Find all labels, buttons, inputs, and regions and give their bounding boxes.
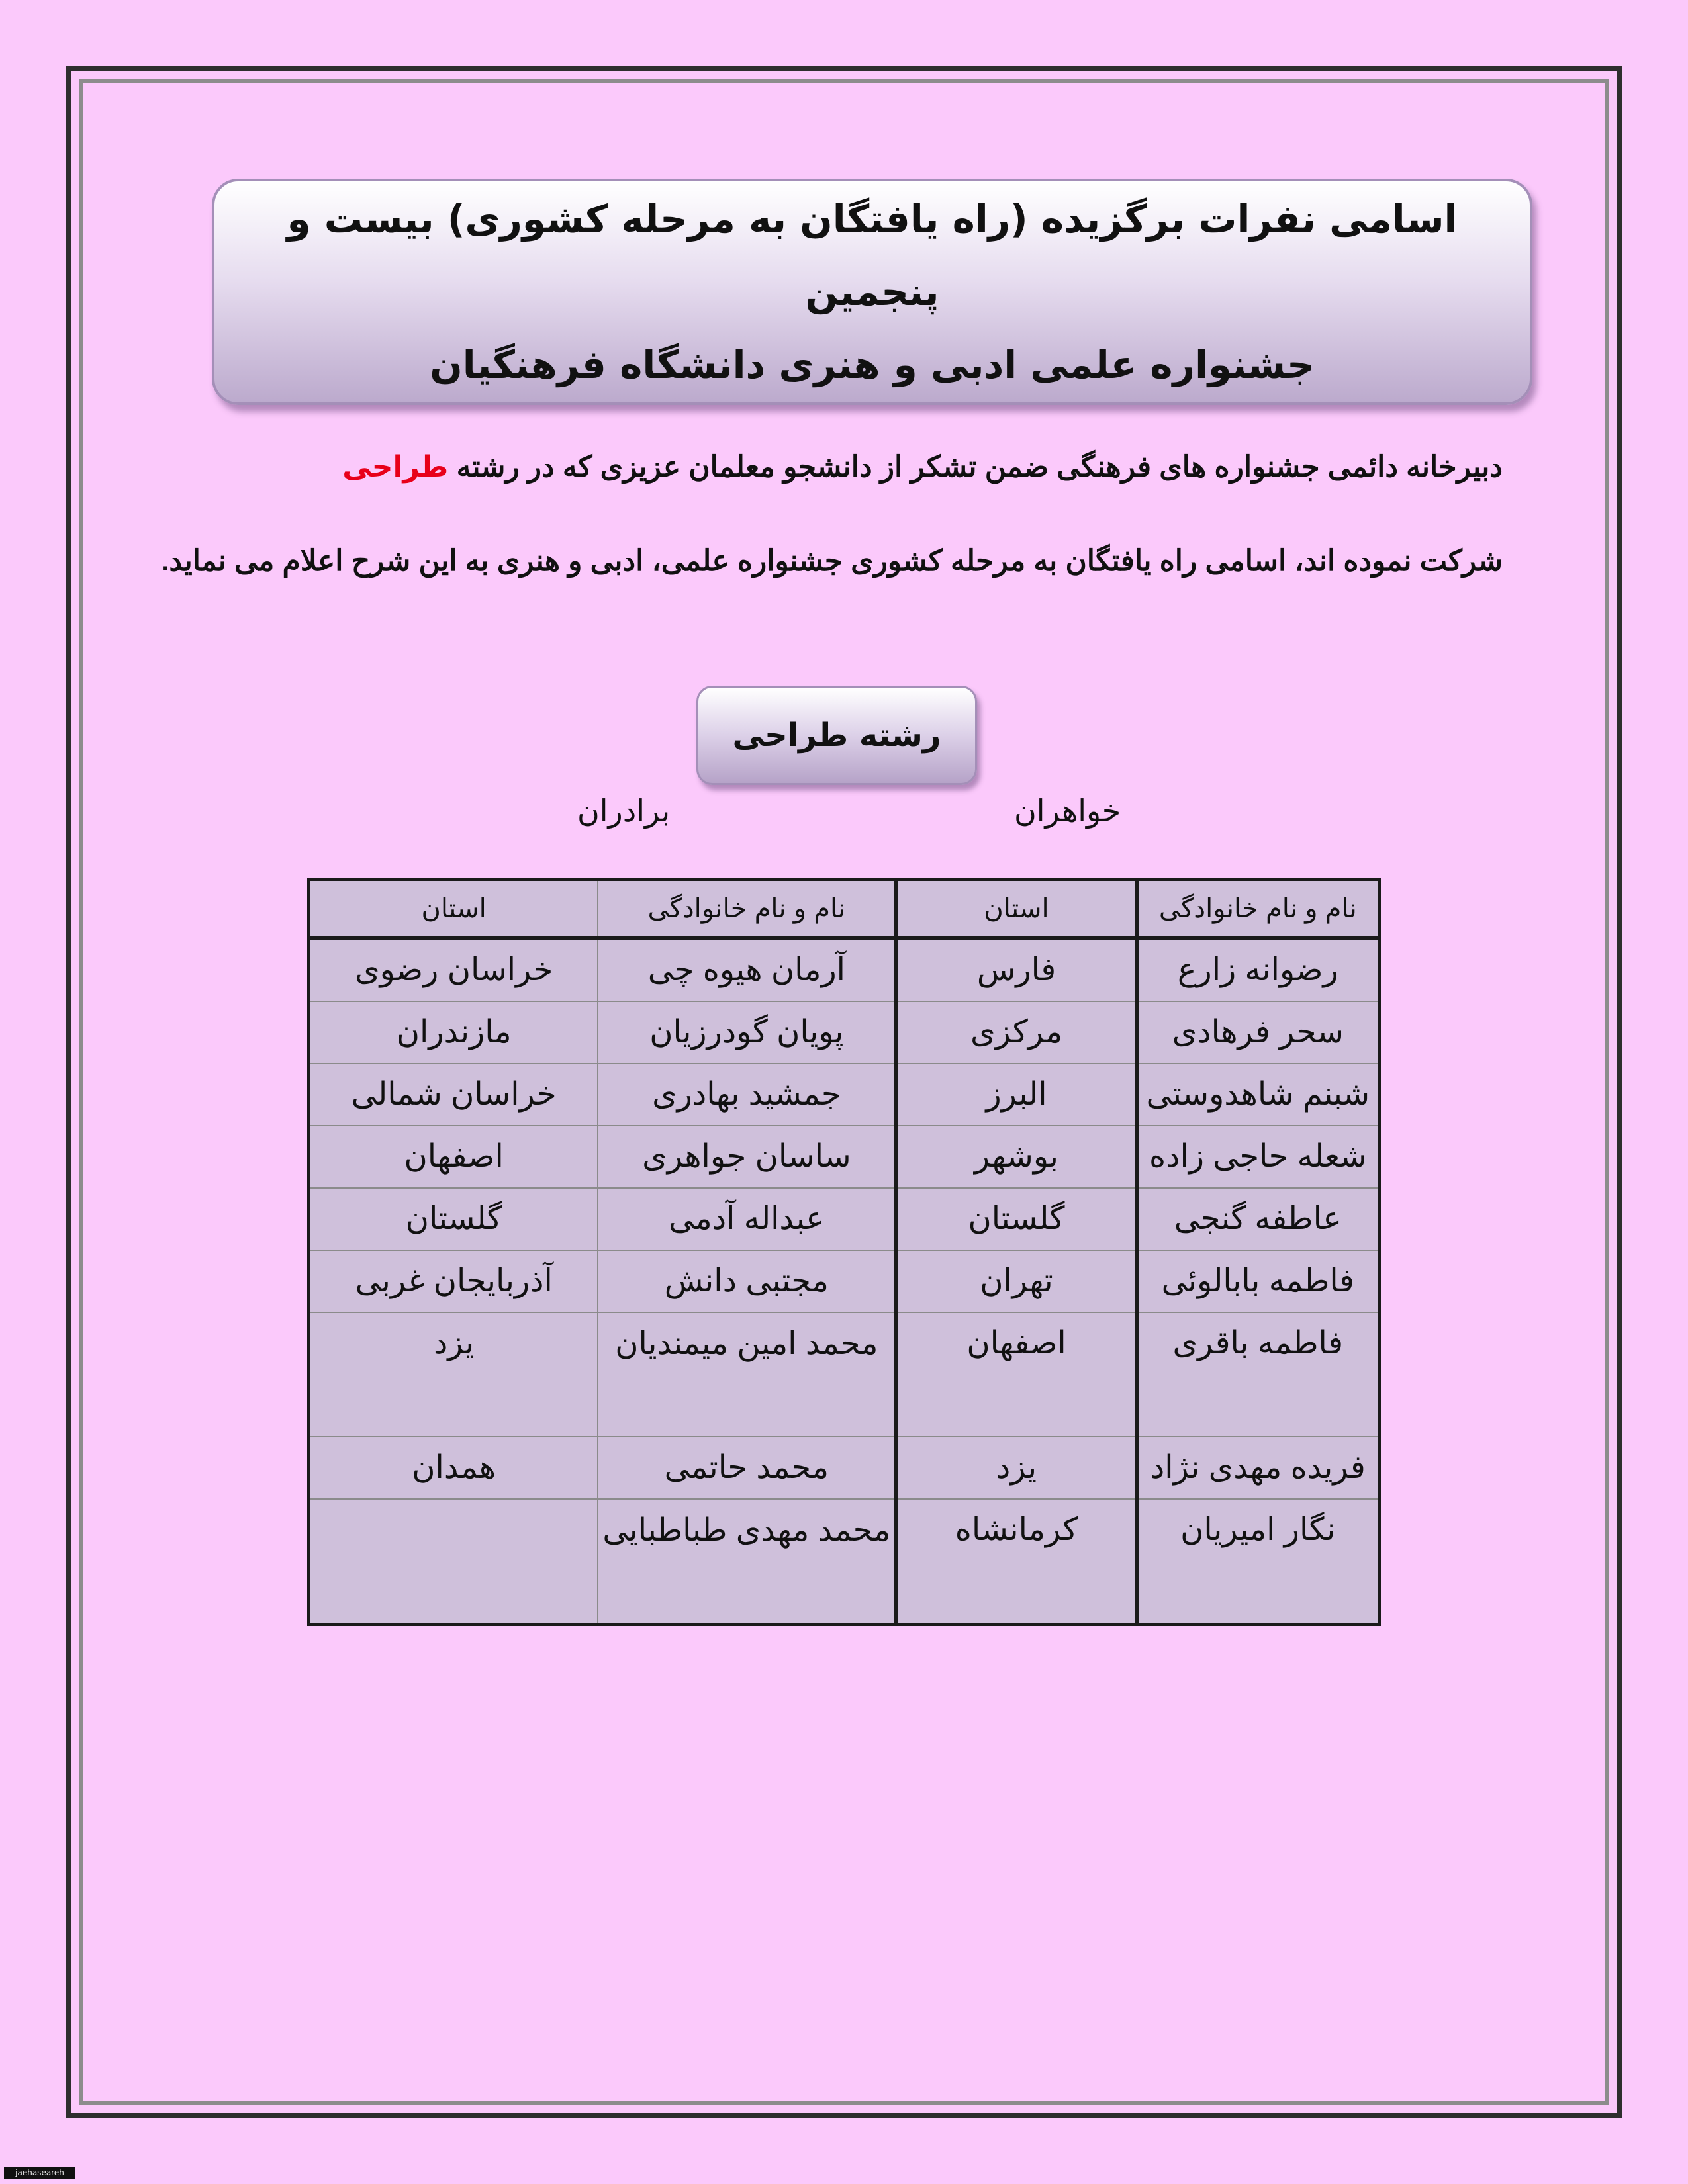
- cell-sister-name: عاطفه گنجی: [1137, 1188, 1379, 1250]
- cell-sister-name: شعله حاجی زاده: [1137, 1126, 1379, 1188]
- cell-brother-name: ساسان جواهری: [598, 1126, 896, 1188]
- intro-line-2: شرکت نموده اند، اسامی راه یافتگان به مرحله کشوری جشنواره علمی، ادبی و هنری به این شرح اعلام می نماید.: [161, 545, 1503, 577]
- cell-brother-name: پویان گودرزیان: [598, 1001, 896, 1064]
- intro-line-1-text: دبیرخانه دائمی جشنواره های فرهنگی ضمن تشکر از دانشجو معلمان عزیزی که در رشته: [448, 451, 1503, 483]
- cell-brother-province: اصفهان: [309, 1126, 598, 1188]
- cell-sister-province: البرز: [896, 1064, 1137, 1126]
- cell-brother-name: آرمان هیوه چی: [598, 938, 896, 1002]
- cell-sister-province: کرمانشاه: [896, 1499, 1137, 1625]
- cell-sister-province: تهران: [896, 1250, 1137, 1312]
- table-row: [309, 1126, 1380, 1188]
- cell-brother-province: گلستان: [309, 1188, 598, 1250]
- cell-brother-province: آذربایجان غربی: [309, 1250, 598, 1312]
- cell-brother-province: خراسان شمالی: [309, 1064, 598, 1126]
- header-province-sisters: استان: [896, 880, 1137, 938]
- table-header-row: [309, 880, 1380, 938]
- table-row: [309, 1064, 1380, 1126]
- cell-sister-province: بوشهر: [896, 1126, 1137, 1188]
- cell-sister-name: رضوانه زارع: [1137, 938, 1379, 1002]
- cell-sister-name: سحر فرهادی: [1137, 1001, 1379, 1064]
- cell-sister-name: فاطمه بابالوئی: [1137, 1250, 1379, 1312]
- cell-brother-name: عبداله آدمی: [598, 1188, 896, 1250]
- header-name-brothers: نام و نام خانوادگی: [598, 880, 896, 938]
- cell-sister-province: گلستان: [896, 1188, 1137, 1250]
- table-row: [309, 1188, 1380, 1250]
- table-row: [309, 938, 1380, 1002]
- cell-sister-name: نگار امیریان: [1137, 1499, 1379, 1625]
- cell-brother-name: جمشید بهادری: [598, 1064, 896, 1126]
- site-watermark-logo: jaehaseareh: [4, 2167, 75, 2179]
- cell-sister-name: شبنم شاهدوستی: [1137, 1064, 1379, 1126]
- cell-sister-name: فاطمه باقری: [1137, 1312, 1379, 1437]
- cell-brother-province: [309, 1499, 598, 1625]
- intro-highlight-field: طراحی: [342, 450, 449, 484]
- title-line-1: اسامی نفرات برگزیده (راه یافتگان به مرحله کشوری) بیست و پنجمین: [287, 196, 1458, 314]
- group-label-brothers: برادران: [577, 794, 671, 828]
- intro-line-1: [245, 450, 1503, 484]
- table-row: [309, 1312, 1380, 1437]
- cell-brother-name: مجتبی دانش: [598, 1250, 896, 1312]
- cell-brother-province: خراسان رضوی: [309, 938, 598, 1002]
- cell-brother-province: مازندران: [309, 1001, 598, 1064]
- cell-brother-name: محمد مهدی طباطبایی: [598, 1499, 896, 1625]
- cell-sister-province: اصفهان: [896, 1312, 1137, 1437]
- cell-brother-province: همدان: [309, 1437, 598, 1499]
- table-row: [309, 1001, 1380, 1064]
- cell-sister-name: فریده مهدی نژاد: [1137, 1437, 1379, 1499]
- field-label-box: رشته طراحی: [696, 686, 977, 785]
- title-banner: [212, 179, 1532, 405]
- table-row: [309, 1437, 1380, 1499]
- table-row: [309, 1250, 1380, 1312]
- group-label-sisters: خواهران: [1014, 794, 1121, 828]
- results-table: [307, 878, 1381, 1626]
- cell-brother-name: محمد امین میمندیان: [598, 1312, 896, 1437]
- cell-brother-name: محمد حاتمی: [598, 1437, 896, 1499]
- cell-brother-province: یزد: [309, 1312, 598, 1437]
- cell-sister-province: یزد: [896, 1437, 1137, 1499]
- title-line-2: جشنواره علمی ادبی و هنری دانشگاه فرهنگیان: [430, 342, 1315, 388]
- header-name-sisters: نام و نام خانوادگی: [1137, 880, 1379, 938]
- cell-sister-province: فارس: [896, 938, 1137, 1002]
- header-province-brothers: استان: [309, 880, 598, 938]
- cell-sister-province: مرکزی: [896, 1001, 1137, 1064]
- table-row: [309, 1499, 1380, 1625]
